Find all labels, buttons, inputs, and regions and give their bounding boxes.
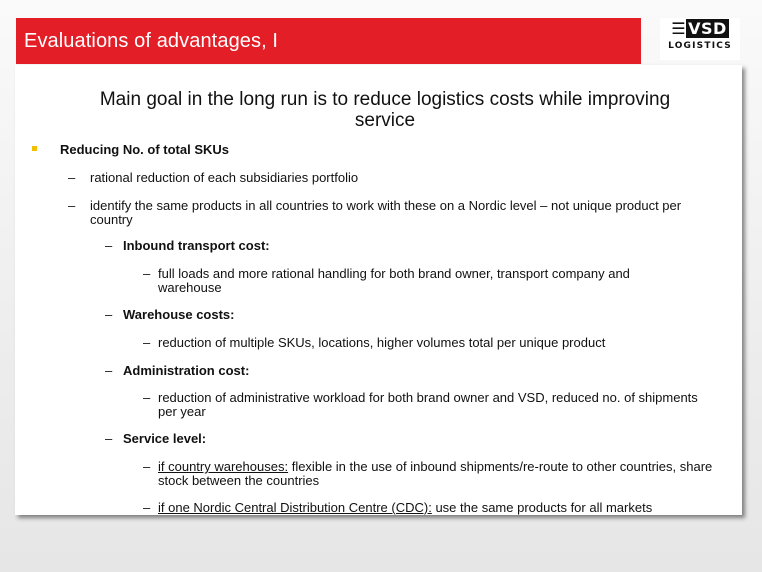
text-warehouse-costs: reduction of multiple SKUs, locations, higher volumes total per unique product <box>158 335 606 350</box>
logo-lines-icon: ☰ <box>671 19 687 38</box>
dash-icon: – <box>143 390 151 405</box>
sub-item-identify-products: identify the same products in all countries to work with these on a Nordic level – not unique product per country <box>90 198 682 227</box>
bullet-reducing-skus: Reducing No. of total SKUs <box>60 142 229 157</box>
dash-icon: – <box>105 307 113 322</box>
text-country-warehouses: flexible in the use of inbound shipments/re-route to other countries, share stock between the countries <box>158 459 713 488</box>
dash-icon: – <box>105 431 113 446</box>
text-administration-cost: reduction of administrative workload for both brand owner and VSD, reduced no. of shipments per year <box>158 390 698 419</box>
logo-tagline: LOGISTICS <box>668 41 732 51</box>
heading-administration-cost: Administration cost: <box>123 363 250 378</box>
content-panel <box>15 65 742 515</box>
dash-icon: – <box>143 266 151 281</box>
dash-icon: – <box>105 363 113 378</box>
heading-warehouse-costs: Warehouse costs: <box>123 307 235 322</box>
dash-icon: – <box>68 170 76 185</box>
text-service-country-warehouses <box>158 460 728 488</box>
sub-item-rational-reduction: rational reduction of each subsidiaries portfolio <box>90 170 359 185</box>
heading-inbound-transport: Inbound transport cost: <box>123 238 270 253</box>
bullet-marker-icon <box>32 146 37 151</box>
heading-service-level: Service level: <box>123 431 207 446</box>
logo-word: VSD <box>688 19 727 38</box>
text-nordic-cdc: use the same products for all markets <box>435 500 653 515</box>
dash-icon: – <box>105 238 113 253</box>
dash-icon: – <box>143 459 151 474</box>
text-inbound-transport: full loads and more rational handling for both brand owner, transport company and warehouse <box>158 266 630 295</box>
title-bar <box>16 18 641 64</box>
dash-icon: – <box>143 500 151 515</box>
vsd-logistics-logo <box>660 18 740 60</box>
label-nordic-cdc: if one Nordic Central Distribution Centre (CDC): <box>158 500 432 515</box>
slide-title: Evaluations of advantages, I <box>24 30 279 52</box>
goal-statement: Main goal in the long run is to reduce logistics costs while improving service <box>99 89 671 131</box>
dash-icon: – <box>143 335 151 350</box>
label-country-warehouses: if country warehouses: <box>158 459 289 474</box>
dash-icon: – <box>68 198 76 213</box>
text-service-cdc <box>158 501 738 515</box>
